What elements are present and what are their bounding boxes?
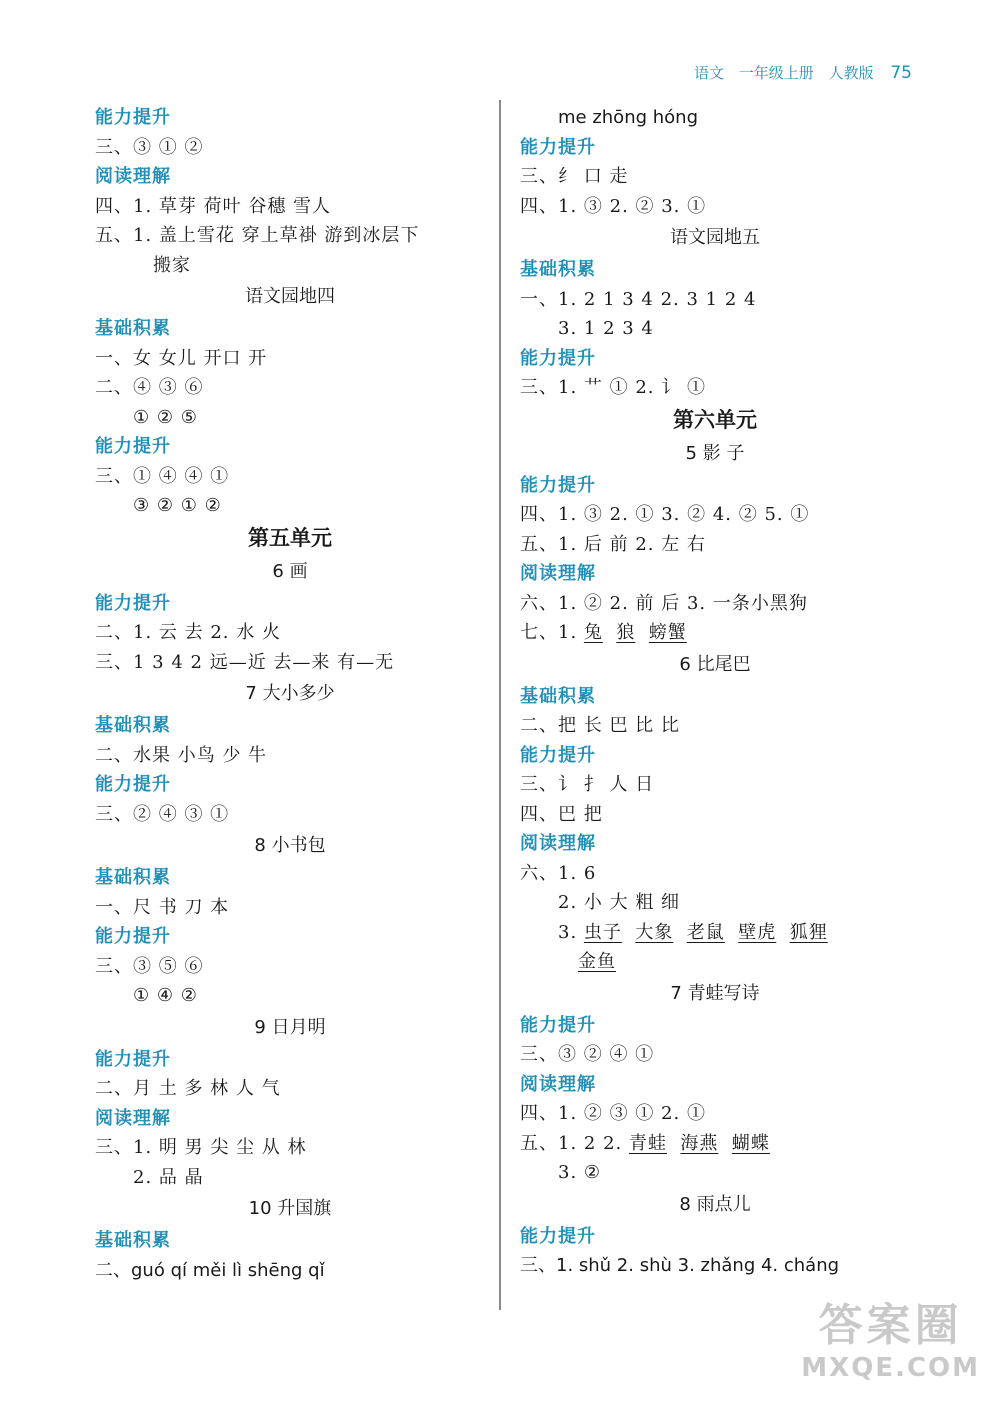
lesson-title: 5 影 子 [685, 442, 745, 464]
section-label: 能力提升 [520, 744, 596, 766]
answer-line: 三、1. shǔ 2. shù 3. zhǎng 4. cháng [520, 1255, 840, 1276]
answer-line: 三、讠 扌 人 日 [520, 774, 655, 795]
answer-line [520, 918, 910, 948]
underlined-answer: 蝴蝶 [731, 1132, 770, 1154]
section-label: 阅读理解 [95, 1107, 171, 1129]
answer-line [520, 618, 910, 648]
underlined-answer: 老鼠 [686, 921, 725, 943]
underlined-answer: 狼 [616, 622, 636, 643]
lesson-title: 9 日月明 [254, 1016, 326, 1038]
section-label: 能力提升 [95, 592, 171, 614]
answer-line [520, 1129, 910, 1159]
section-label: 阅读理解 [520, 833, 596, 854]
answer-line: 六、1. 6 [520, 862, 597, 884]
answer-line: 二、④ ③ ⑥ [95, 377, 204, 398]
underlined-answer: 青蛙 [628, 1132, 667, 1154]
answer-line: 三、③ ② ④ ① [520, 1044, 655, 1065]
section-label: 能力提升 [95, 436, 171, 457]
underlined-answer: 虫子 [583, 921, 622, 943]
answer-line: 三、1. 明 男 尖 尘 从 林 [95, 1137, 307, 1158]
answer-line: 六、1. ② 2. 前 后 3. 一条小黑狗 [520, 592, 808, 614]
section-label: 基础积累 [520, 685, 596, 707]
answer-line: 三、① ④ ④ ① [95, 465, 230, 487]
left-column [95, 103, 485, 1285]
answer-line: me zhōng hóng [558, 107, 699, 128]
answer-line: 二、把 长 巴 比 比 [520, 715, 680, 736]
answer-prefix: 七、1. [520, 622, 584, 643]
section-label: 阅读理解 [520, 1073, 596, 1095]
answer-line: 二、guó qí měi lì shēng qǐ [95, 1259, 325, 1281]
section-label: 能力提升 [520, 1225, 596, 1247]
answer-line: 三、1 3 4 2 远—近 去—来 有—无 [95, 651, 395, 673]
answer-line: 搬家 [153, 254, 191, 276]
section-label: 能力提升 [520, 1014, 596, 1036]
answer-line: 四、1. 草芽 荷叶 谷穗 雪人 [95, 195, 332, 217]
lesson-title: 语文园地五 [670, 227, 760, 248]
answer-prefix: 3. [558, 921, 584, 943]
section-label: 能力提升 [95, 774, 171, 795]
answer-line: 二、水果 小鸟 少 牛 [95, 744, 268, 766]
lesson-title: 6 比尾巴 [679, 653, 751, 675]
section-label: 基础积累 [95, 867, 171, 888]
underlined-answer: 大象 [635, 921, 674, 943]
lesson-title: 6 画 [272, 560, 308, 582]
section-label: 基础积累 [95, 1230, 171, 1251]
underlined-answer: 金鱼 [578, 951, 616, 972]
underlined-answer: 海燕 [680, 1132, 719, 1154]
watermark-logo-text: 答案圈 [818, 1300, 963, 1351]
answer-line: ① ② ⑤ [133, 406, 198, 428]
answer-line: 3. 1 2 3 4 [558, 318, 654, 339]
answer-line: 四、1. ③ 2. ② 3. ① [520, 195, 707, 217]
page-number: 75 [890, 63, 912, 83]
section-label: 能力提升 [95, 107, 171, 128]
answer-line: 三、③ ① ② [95, 136, 204, 158]
watermark [801, 1289, 980, 1383]
answer-line: 一、女 女儿 开口 开 [95, 347, 268, 369]
answer-line: 五、1. 盖上雪花 穿上草褂 游到冰层下 [95, 225, 420, 246]
answer-line: 2. 小 大 粗 细 [558, 892, 681, 913]
lesson-title: 7 大小多少 [245, 683, 335, 704]
answer-prefix: 五、1. 2 2. [520, 1132, 629, 1154]
answer-line: ③ ② ① ② [133, 495, 222, 516]
answer-line: 三、③ ⑤ ⑥ [95, 955, 204, 977]
answer-line: 四、巴 把 [520, 803, 603, 825]
lesson-title: 8 小书包 [254, 835, 326, 856]
section-label: 阅读理解 [520, 563, 596, 584]
answer-line: 四、1. ② ③ ① 2. ① [520, 1103, 706, 1124]
underlined-answer: 壁虎 [738, 921, 777, 943]
section-label: 阅读理解 [95, 166, 171, 187]
watermark-url: MXQE.COM [801, 1353, 980, 1383]
answer-line: 三、② ④ ③ ① [95, 803, 230, 825]
answer-line: 二、1. 云 去 2. 水 火 [95, 622, 281, 643]
underlined-answer: 螃蟹 [648, 622, 687, 643]
lesson-title: 10 升国旗 [248, 1198, 332, 1219]
underlined-answer: 狐狸 [789, 921, 828, 943]
lesson-title: 8 雨点儿 [679, 1193, 751, 1215]
answer-line: 三、1. 艹 ① 2. 讠 ① [520, 377, 706, 398]
answer-line: 三、纟 口 走 [520, 166, 629, 187]
section-label: 基础积累 [95, 318, 171, 339]
header-subject: 语文 [693, 64, 724, 82]
section-label: 基础积累 [520, 259, 596, 280]
lesson-title: 语文园地四 [245, 286, 335, 307]
unit-title: 第六单元 [673, 407, 757, 432]
right-column [520, 103, 910, 1281]
section-label: 能力提升 [520, 347, 596, 369]
answer-line: ① ④ ② [133, 985, 198, 1006]
underlined-answer: 兔 [583, 622, 603, 643]
lesson-title: 7 青蛙写诗 [670, 982, 760, 1004]
section-label: 能力提升 [520, 136, 596, 158]
answer-line: 四、1. ③ 2. ① 3. ② 4. ② 5. ① [520, 504, 810, 525]
answer-line: 一、尺 书 刀 本 [95, 896, 230, 918]
section-label: 能力提升 [520, 474, 596, 496]
header-edition: 人教版 [828, 64, 874, 82]
unit-title: 第五单元 [248, 525, 332, 550]
answer-line: 2. 品 晶 [133, 1166, 204, 1188]
answer-line: 一、1. 2 1 3 4 2. 3 1 2 4 [520, 288, 757, 310]
section-label: 基础积累 [95, 715, 171, 736]
answer-line: 五、1. 后 前 2. 左 右 [520, 533, 706, 555]
header-grade: 一年级上册 [738, 64, 814, 82]
answer-line [520, 947, 910, 977]
section-label: 能力提升 [95, 1048, 171, 1070]
answer-line: 3. ② [558, 1162, 602, 1183]
answer-line: 二、月 土 多 林 人 气 [95, 1078, 281, 1099]
page-header [684, 62, 912, 83]
column-divider [499, 100, 501, 1310]
section-label: 能力提升 [95, 926, 171, 947]
